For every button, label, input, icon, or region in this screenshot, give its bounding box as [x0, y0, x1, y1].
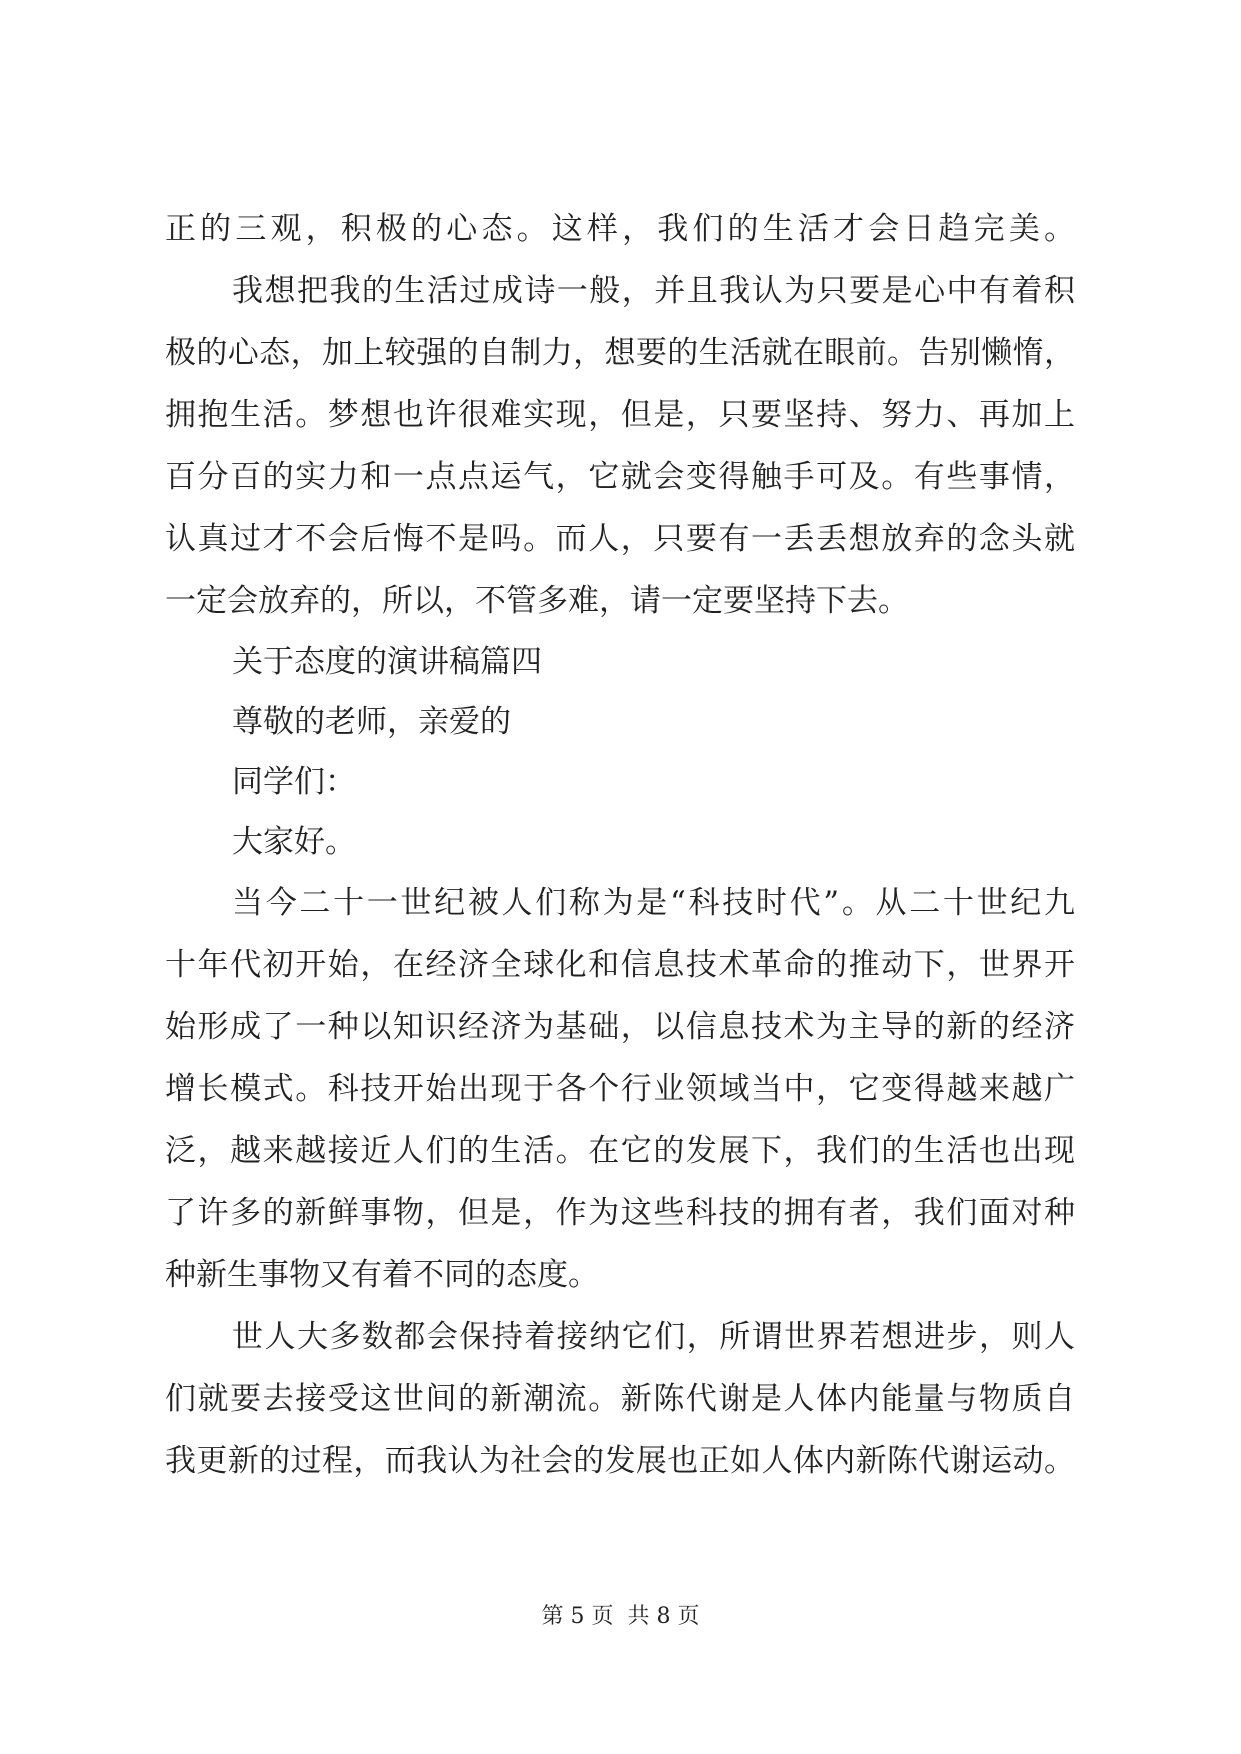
document-body [165, 198, 1075, 1492]
paragraph-line: 认真过才不会后悔不是吗。而人，只要有一丢丢想放弃的念头就 [165, 521, 1075, 557]
section-heading: 关于态度的演讲稿篇四 [232, 644, 542, 680]
salutation-line: 同学们： [232, 764, 356, 800]
page-footer [0, 1602, 1241, 1632]
paragraph-line: 们就要去接受这世间的新潮流。新陈代谢是人体内能量与物质自 [165, 1381, 1075, 1417]
paragraph-line: 当今二十一世纪被人们称为是“科技时代”。从二十世纪九 [232, 885, 1075, 921]
paragraph-line: 种新生事物又有着不同的态度。 [165, 1257, 599, 1293]
salutation-line: 尊敬的老师，亲爱的 [232, 704, 511, 740]
paragraph-line: 始形成了一种以知识经济为基础，以信息技术为主导的新的经济 [165, 1009, 1075, 1045]
paragraph-line: 十年代初开始，在经济全球化和信息技术革命的推动下，世界开 [165, 947, 1075, 983]
paragraph-line: 正的三观，积极的心态。这样，我们的生活才会日趋完美。 [165, 211, 1075, 247]
paragraph-line: 拥抱生活。梦想也许很难实现，但是，只要坚持、努力、再加上 [165, 397, 1075, 433]
greeting-line: 大家好。 [232, 824, 356, 860]
paragraph-line: 了许多的新鲜事物，但是，作为这些科技的拥有者，我们面对种 [165, 1195, 1075, 1231]
paragraph-line: 百分百的实力和一点点运气，它就会变得触手可及。有些事情， [165, 459, 1075, 495]
paragraph-line: 我想把我的生活过成诗一般，并且我认为只要是心中有着积 [232, 273, 1075, 309]
page-total: 共 8 页 [627, 1604, 700, 1629]
paragraph-line: 世人大多数都会保持着接纳它们，所谓世界若想进步，则人 [232, 1319, 1075, 1355]
paragraph-line: 极的心态，加上较强的自制力，想要的生活就在眼前。告别懒惰， [165, 335, 1075, 371]
paragraph-line: 泛，越来越接近人们的生活。在它的发展下，我们的生活也出现 [165, 1133, 1075, 1169]
page-number: 第 5 页 [541, 1604, 614, 1629]
paragraph-line: 我更新的过程，而我认为社会的发展也正如人体内新陈代谢运动。 [165, 1443, 1075, 1479]
paragraph-line: 增长模式。科技开始出现于各个行业领域当中，它变得越来越广 [165, 1071, 1075, 1107]
paragraph-line: 一定会放弃的，所以，不管多难，请一定要坚持下去。 [165, 583, 909, 619]
